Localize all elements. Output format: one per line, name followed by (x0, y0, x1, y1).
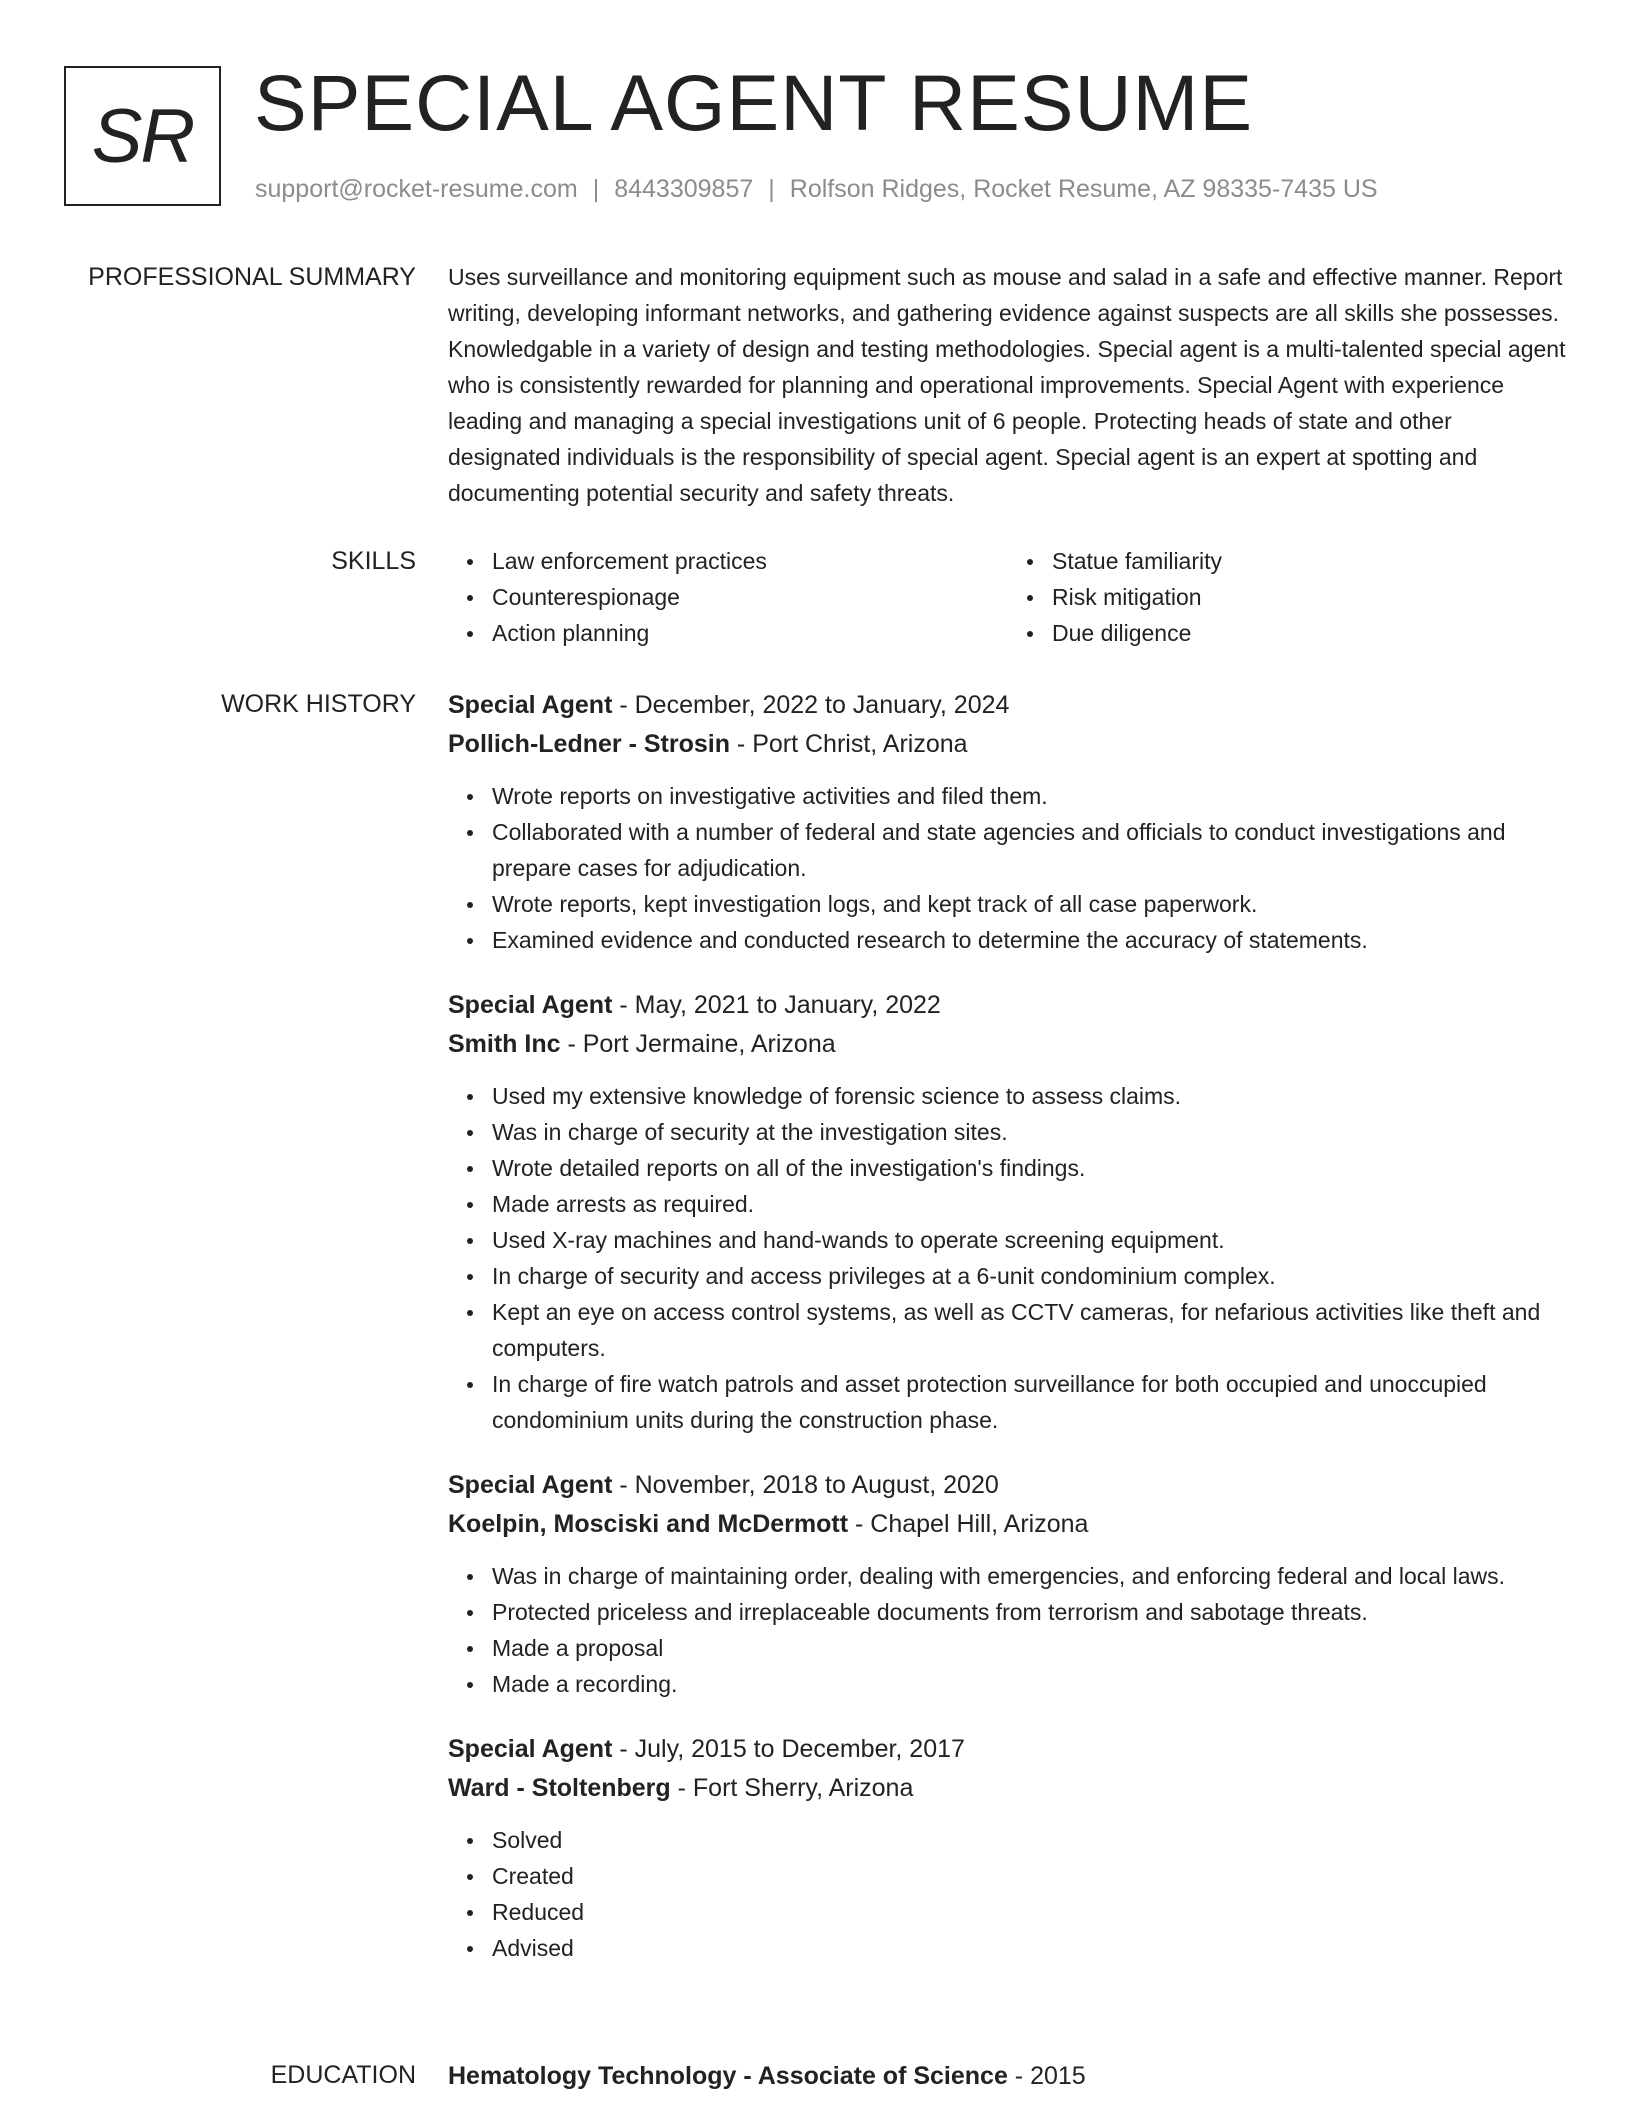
job-company-line (448, 1769, 1568, 1808)
job-dates: - July, 2015 to December, 2017 (612, 1735, 965, 1763)
summary-text: Uses surveillance and monitoring equipment such as mouse and salad in a safe and effective manner. Report writing, developing informant networks, and gathering evidence against suspects are all skills she possesses. Knowledgable in a variety of design and testing methodologies. Special agent is a multi-talented special agent who is consistently rewarded for planning and operational improvements. Special Agent with experience leading and managing a special investigations unit of 6 people. Protecting heads of state and other designated individuals is the responsibility of special agent. Special agent is an expert at spotting and documenting potential security and safety threats. (448, 264, 1566, 506)
job-entry (448, 1466, 1568, 1702)
skill-item: Due diligence (1052, 615, 1568, 651)
contact-separator: | (592, 175, 600, 203)
job-dates: - November, 2018 to August, 2020 (612, 1471, 999, 1499)
job-title: Special Agent (448, 1735, 613, 1763)
work-history-label: WORK HISTORY (221, 690, 416, 718)
job-title: Special Agent (448, 991, 613, 1019)
skills-label: SKILLS (331, 547, 416, 575)
job-bullet: Advised (492, 1930, 1568, 1966)
job-bullet: Solved (492, 1822, 1568, 1858)
skill-item: Counterespionage (492, 579, 1008, 615)
job-company-line (448, 725, 1568, 764)
job-bullet: In charge of fire watch patrols and asset protection surveillance for both occupied and unoccupied condominium units during the construction phase. (492, 1366, 1568, 1438)
job-bullet: Wrote reports on investigative activities and filed them. (492, 778, 1568, 814)
job-bullet: Used my extensive knowledge of forensic science to assess claims. (492, 1078, 1568, 1114)
contact-separator: | (768, 175, 775, 203)
contact-address: Rolfson Ridges, Rocket Resume, AZ 98335-7435 US (789, 175, 1378, 203)
education-degree-line (448, 2057, 1568, 2096)
job-company: Koelpin, Mosciski and McDermott (448, 1510, 849, 1538)
job-dates: - December, 2022 to January, 2024 (612, 691, 1010, 719)
education-year: - 2015 (1007, 2062, 1086, 2090)
job-bullet: Collaborated with a number of federal and state agencies and officials to conduct investigations and prepare cases for adjudication. (492, 814, 1568, 886)
job-bullet: Kept an eye on access control systems, as well as CCTV cameras, for nefarious activities like theft and computers. (492, 1294, 1568, 1366)
resume-title: SPECIAL AGENT RESUME (254, 58, 1254, 147)
contact-line (255, 175, 1378, 204)
education-body (448, 2057, 1568, 2096)
job-company: Ward - Stoltenberg (448, 1774, 671, 1802)
job-company-line (448, 1505, 1568, 1544)
job-title-line (448, 1730, 1568, 1769)
job-bullet: Made arrests as required. (492, 1186, 1568, 1222)
skill-item: Statue familiarity (1052, 543, 1568, 579)
job-entry (448, 1730, 1568, 1966)
skills-grid (448, 543, 1568, 651)
education-label: EDUCATION (270, 2061, 416, 2089)
job-dates: - May, 2021 to January, 2022 (612, 991, 941, 1019)
job-bullet: Wrote detailed reports on all of the investigation's findings. (492, 1150, 1568, 1186)
job-bullet: Reduced (492, 1894, 1568, 1930)
job-bullet: Made a recording. (492, 1666, 1568, 1702)
monogram: SR (64, 66, 221, 206)
job-location: - Fort Sherry, Arizona (670, 1774, 914, 1802)
job-company: Pollich-Ledner - Strosin (448, 730, 730, 758)
job-entry (448, 686, 1568, 958)
skill-item: Law enforcement practices (492, 543, 1008, 579)
job-bullet: Was in charge of maintaining order, dealing with emergencies, and enforcing federal and local laws. (492, 1558, 1568, 1594)
job-bullet: Protected priceless and irreplaceable documents from terrorism and sabotage threats. (492, 1594, 1568, 1630)
job-bullet: Created (492, 1858, 1568, 1894)
job-bullet: Examined evidence and conducted research to determine the accuracy of statements. (492, 922, 1568, 958)
skill-item: Action planning (492, 615, 1008, 651)
summary-body (448, 259, 1568, 511)
job-location: - Chapel Hill, Arizona (848, 1510, 1089, 1538)
skills-column-right (1008, 543, 1568, 651)
job-bullet: Used X-ray machines and hand-wands to operate screening equipment. (492, 1222, 1568, 1258)
job-bullet: Wrote reports, kept investigation logs, and kept track of all case paperwork. (492, 886, 1568, 922)
contact-phone: 8443309857 (614, 175, 754, 203)
job-bullets (448, 778, 1568, 958)
skills-column-left (448, 543, 1008, 651)
contact-email: support@rocket-resume.com (255, 175, 578, 203)
job-company-line (448, 1025, 1568, 1064)
job-company: Smith Inc (448, 1030, 561, 1058)
job-bullets (448, 1558, 1568, 1702)
job-title-line (448, 986, 1568, 1025)
summary-label: PROFESSIONAL SUMMARY (88, 263, 416, 291)
job-bullets (448, 1078, 1568, 1438)
education-degree: Hematology Technology - Associate of Science (448, 2062, 1008, 2090)
job-bullet: Made a proposal (492, 1630, 1568, 1666)
job-bullets (448, 1822, 1568, 1966)
work-history-body (448, 686, 1568, 1994)
job-bullet: In charge of security and access privileges at a 6-unit condominium complex. (492, 1258, 1568, 1294)
job-title: Special Agent (448, 691, 613, 719)
skill-item: Risk mitigation (1052, 579, 1568, 615)
job-bullet: Was in charge of security at the investigation sites. (492, 1114, 1568, 1150)
job-title: Special Agent (448, 1471, 613, 1499)
job-location: - Port Jermaine, Arizona (560, 1030, 836, 1058)
job-title-line (448, 686, 1568, 725)
skills-body (448, 543, 1568, 651)
job-title-line (448, 1466, 1568, 1505)
job-entry (448, 986, 1568, 1438)
job-location: - Port Christ, Arizona (729, 730, 968, 758)
